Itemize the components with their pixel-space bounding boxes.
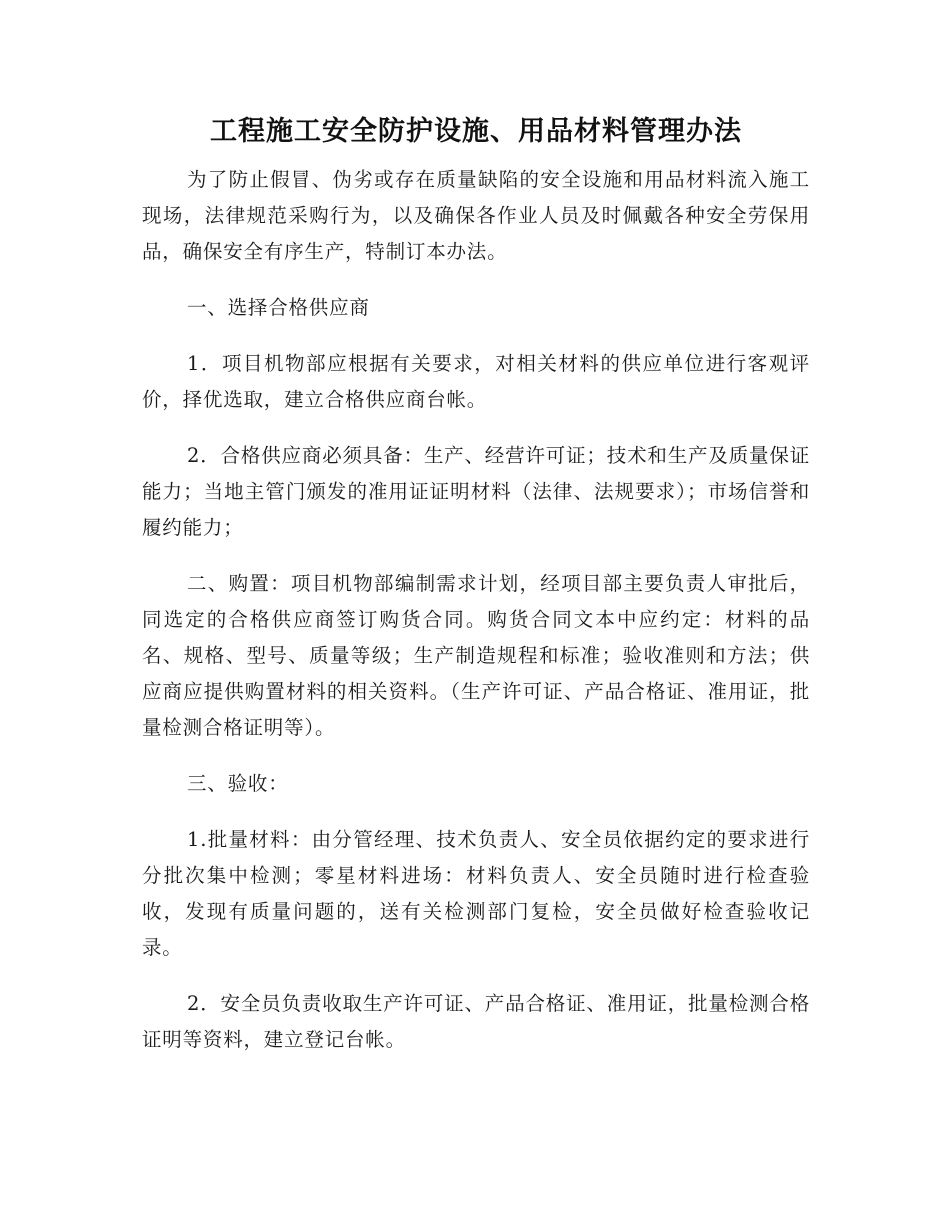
section-heading-supplier: 一、选择合格供应商 — [187, 296, 370, 319]
intro-paragraph: 为了防止假冒、伪劣或存在质量缺陷的安全设施和用品材料流入施工现场，法律规范采购行为，以及确保各作业人员及时佩戴各种安全劳保用品，确保安全有序生产，特制订本办法。 — [142, 168, 810, 263]
paragraph-records: 2．安全员负责收取生产许可证、产品合格证、准用证，批量检测合格证明等资料，建立登记台帐。 — [142, 992, 810, 1051]
paragraph-purchase: 二、购置：项目机物部编制需求计划，经项目部主要负责人审批后，同选定的合格供应商签订购货合同。购货合同文本中应约定：材料的品名、规格、型号、质量等级；生产制造规程和标准；验收准则和方法；供应商应提供购置材料的相关资料。（生产许可证、产品合格证、准用证，批量检测合格证明等）。 — [142, 572, 810, 739]
document-title: 工程施工安全防护设施、用品材料管理办法 — [210, 116, 742, 147]
section-heading-acceptance: 三、验收： — [187, 772, 289, 795]
paragraph-supplier-requirements: 2．合格供应商必须具备：生产、经营许可证；技术和生产及质量保证能力；当地主管门颁发的准用证证明材料（法律、法规要求）；市场信誉和履约能力； — [142, 444, 810, 539]
paragraph-batch-inspection: 1.批量材料：由分管经理、技术负责人、安全员依据约定的要求进行分批次集中检测；零星材料进场：材料负责人、安全员随时进行检查验收，发现有质量问题的，送有关检测部门复检，安全员做好检查验收记录。 — [142, 828, 810, 959]
paragraph-supplier-evaluation: 1．项目机物部应根据有关要求，对相关材料的供应单位进行客观评价，择优选取，建立合格供应商台帐。 — [142, 352, 810, 411]
document-body — [142, 112, 810, 1058]
